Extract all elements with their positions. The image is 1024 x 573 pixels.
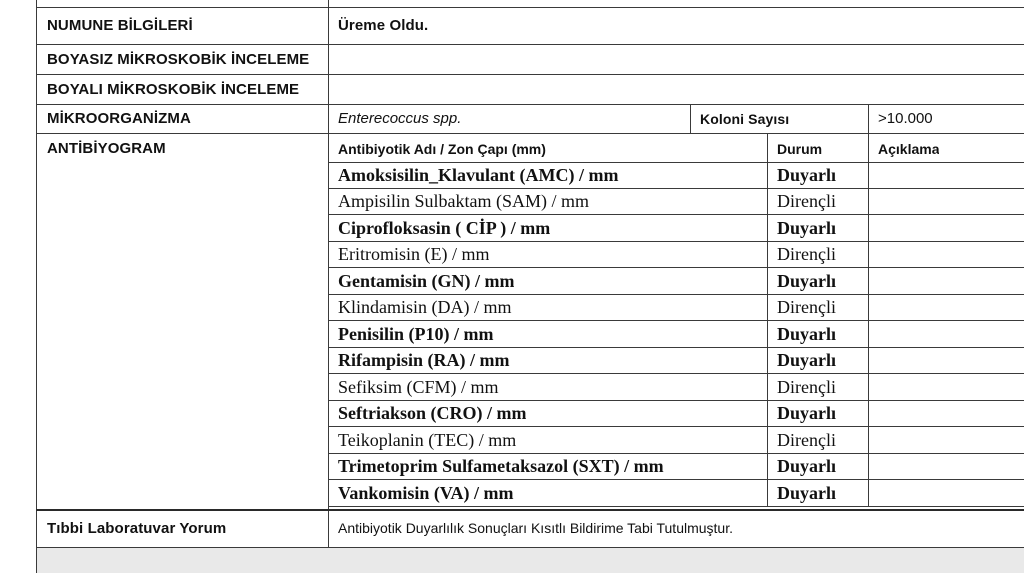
grid-line xyxy=(36,74,1024,75)
antibiotic-name: Seftriakson (CRO) / mm xyxy=(338,403,527,424)
antibiotic-name: Sefiksim (CFM) / mm xyxy=(338,376,499,397)
antibiotic-name-header: Antibiyotik Adı / Zon Çapı (mm) xyxy=(338,140,546,157)
antibiotic-status: Dirençli xyxy=(777,297,836,318)
grid-line xyxy=(328,0,329,548)
grid-line xyxy=(328,241,1024,242)
antibiotic-status: Duyarlı xyxy=(777,164,837,185)
antibiotic-name: Klindamisin (DA) / mm xyxy=(338,297,512,318)
footer-band xyxy=(36,548,1024,573)
antibiotic-status: Dirençli xyxy=(777,191,836,212)
antibiyogram-label: ANTİBİYOGRAM xyxy=(47,140,166,157)
antibiotic-name: Gentamisin (GN) / mm xyxy=(338,270,515,291)
grid-line xyxy=(328,162,1024,163)
boyali-label: BOYALI MİKROSKOBİK İNCELEME xyxy=(47,80,300,98)
grid-line xyxy=(328,506,1024,507)
antibiotic-status: Dirençli xyxy=(777,244,836,265)
grid-line xyxy=(328,267,1024,268)
grid-line xyxy=(328,188,1024,189)
grid-line xyxy=(328,373,1024,374)
mikroorganizma-value: Enterecoccus spp. xyxy=(338,110,462,127)
grid-line xyxy=(328,347,1024,348)
yorum-label: Tıbbi Laboratuvar Yorum xyxy=(47,519,227,537)
antibiotic-status: Duyarlı xyxy=(777,456,837,477)
antibiotic-name: Ciprofloksasin ( CİP ) / mm xyxy=(338,217,551,238)
antibiotic-status: Duyarlı xyxy=(777,270,837,291)
grid-line xyxy=(36,0,37,573)
antibiotic-status: Duyarlı xyxy=(777,350,837,371)
grid-line xyxy=(328,214,1024,215)
koloni-value: >10.000 xyxy=(878,110,933,127)
mikroorganizma-label: MİKROORGANİZMA xyxy=(47,110,191,127)
grid-line xyxy=(328,294,1024,295)
status-header: Durum xyxy=(777,140,823,157)
numune-label: NUMUNE BİLGİLERİ xyxy=(47,16,193,34)
grid-line xyxy=(36,509,1024,511)
antibiotic-name: Penisilin (P10) / mm xyxy=(338,323,494,344)
koloni-label: Koloni Sayısı xyxy=(700,110,790,127)
antibiotic-name: Ampisilin Sulbaktam (SAM) / mm xyxy=(338,191,590,212)
grid-line xyxy=(328,453,1024,454)
grid-line xyxy=(868,104,869,133)
antibiotic-name: Teikoplanin (TEC) / mm xyxy=(338,429,517,450)
antibiotic-name: Rifampisin (RA) / mm xyxy=(338,350,510,371)
grid-line xyxy=(36,133,1024,134)
grid-line xyxy=(36,44,1024,45)
antibiotic-name: Amoksisilin_Klavulant (AMC) / mm xyxy=(338,164,619,185)
grid-line xyxy=(36,547,1024,548)
grid-line xyxy=(328,426,1024,427)
antibiotic-status: Duyarlı xyxy=(777,217,837,238)
antibiotic-status: Duyarlı xyxy=(777,323,837,344)
yorum-value: Antibiyotik Duyarlılık Sonuçları Kısıtlı Bildirime Tabi Tutulmuştur. xyxy=(338,520,734,536)
grid-line xyxy=(328,479,1024,480)
numune-value: Üreme Oldu. xyxy=(338,16,429,34)
antibiotic-name: Vankomisin (VA) / mm xyxy=(338,482,514,503)
antibiotic-status: Duyarlı xyxy=(777,482,837,503)
antibiotic-name: Eritromisin (E) / mm xyxy=(338,244,490,265)
boyasiz-label: BOYASIZ MİKROSKOBİK İNCELEME xyxy=(47,51,310,68)
note-header: Açıklama xyxy=(878,140,940,157)
grid-line xyxy=(328,400,1024,401)
grid-line xyxy=(36,104,1024,105)
antibiotic-name: Trimetoprim Sulfametaksazol (SXT) / mm xyxy=(338,456,664,477)
grid-line xyxy=(36,7,1024,8)
grid-line xyxy=(690,104,691,133)
antibiotic-status: Dirençli xyxy=(777,376,836,397)
antibiotic-status: Duyarlı xyxy=(777,403,837,424)
antibiotic-status: Dirençli xyxy=(777,429,836,450)
grid-line xyxy=(328,320,1024,321)
